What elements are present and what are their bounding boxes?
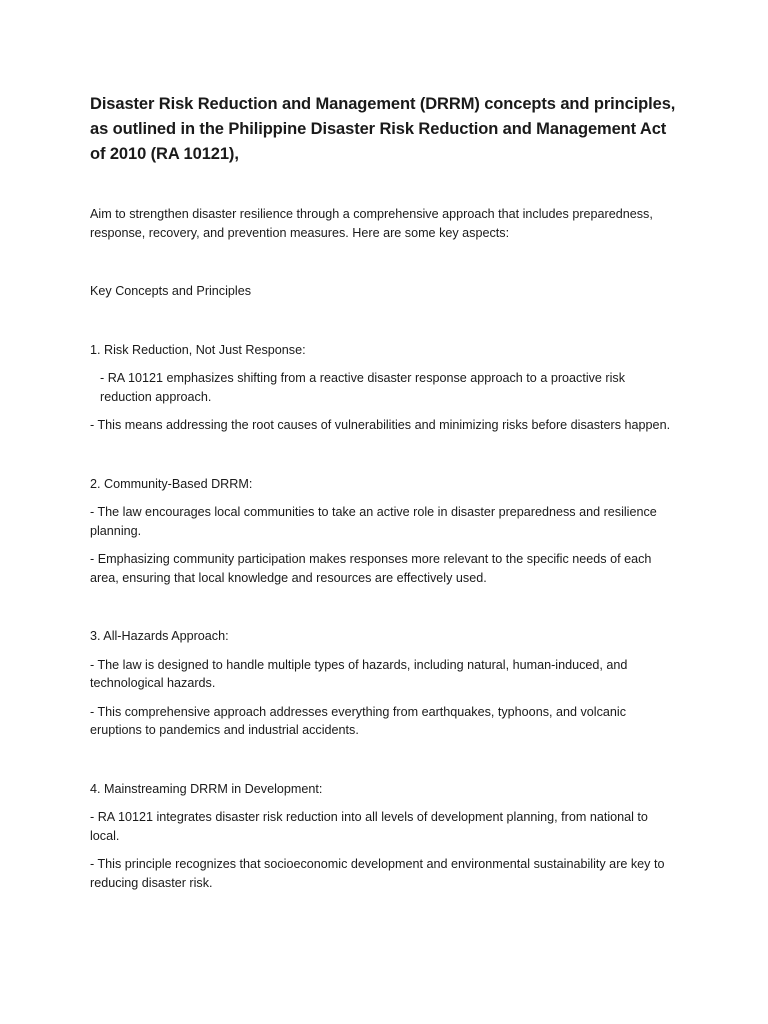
- section-4: [90, 780, 678, 893]
- bullet-point: - The law encourages local communities to take an active role in disaster preparedness and resilience planning.: [90, 505, 657, 538]
- section-title: 3. All-Hazards Approach:: [90, 629, 229, 643]
- bullet-point: - This principle recognizes that socioeconomic development and environmental sustainability are key to reducing disaster risk.: [90, 857, 665, 890]
- intro-paragraph: Aim to strengthen disaster resilience through a comprehensive approach that includes preparedness, response, recovery, and prevention measures. Here are some key aspects:: [90, 207, 653, 240]
- section-1: [90, 341, 678, 435]
- bullet-point: - This comprehensive approach addresses everything from earthquakes, typhoons, and volcanic eruptions to pandemics and industrial accidents.: [90, 704, 626, 737]
- section-title: 1. Risk Reduction, Not Just Response:: [90, 342, 306, 357]
- bullet-point: - RA 10121 emphasizes shifting from a reactive disaster response approach to a proactive risk reduction approach.: [100, 371, 626, 404]
- section-title: 4. Mainstreaming DRRM in Development:: [90, 781, 323, 796]
- section-title: 2. Community-Based DRRM:: [90, 476, 253, 491]
- document-title: Disaster Risk Reduction and Management (DRRM) concepts and principles, as outlined in the Philippine Disaster Risk Reduction and Management Act of 2010 (RA 10121),: [90, 95, 676, 163]
- bullet-point: - RA 10121 integrates disaster risk reduction into all levels of development planning, from national to local.: [90, 810, 648, 843]
- bullet-point: - The law is designed to handle multiple types of hazards, including natural, human-induced, and technological hazards.: [90, 657, 628, 690]
- section-3: [90, 627, 678, 740]
- section-2: [90, 475, 678, 588]
- section-heading: Key Concepts and Principles: [90, 284, 252, 298]
- bullet-point: - Emphasizing community participation makes responses more relevant to the specific needs of each area, ensuring that local knowledge and resources are effectively used.: [90, 552, 652, 585]
- bullet-point: - This means addressing the root causes of vulnerabilities and minimizing risks before disasters happen.: [90, 418, 671, 432]
